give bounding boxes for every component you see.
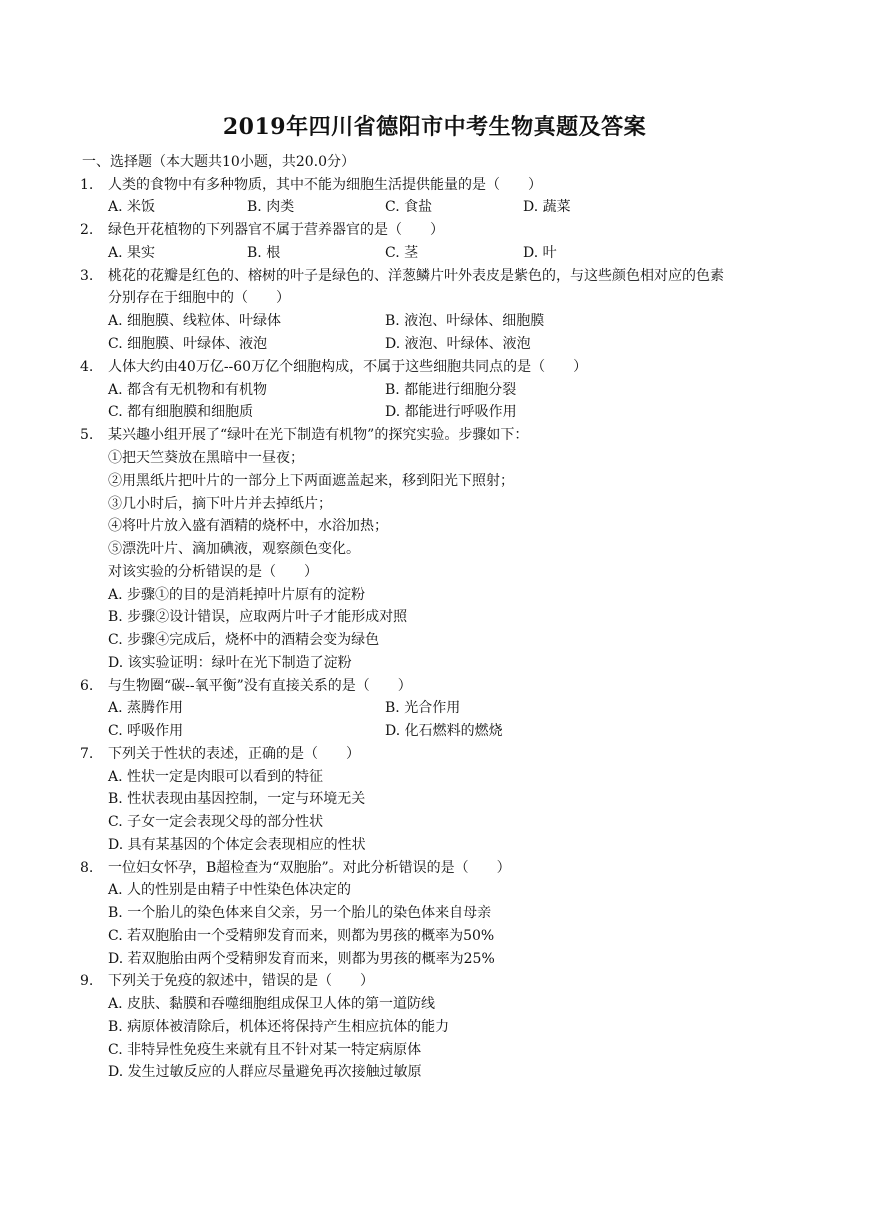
question-3-stem-line-2: 分别存在于细胞中的（ ） xyxy=(108,290,290,306)
question-6-option-c: C. 呼吸作用 xyxy=(108,723,184,739)
question-7-option-d: D. 具有某基因的个体定会表现相应的性状 xyxy=(108,837,366,853)
question-5-option-d: D. 该实验证明：绿叶在光下制造了淀粉 xyxy=(108,655,352,671)
question-8-option-a: A. 人的性别是由精子中性染色体决定的 xyxy=(108,882,352,898)
question-3-option-d: D. 液泡、叶绿体、液泡 xyxy=(385,336,531,352)
question-7-number: 7. xyxy=(80,746,94,762)
question-6-option-b: B. 光合作用 xyxy=(385,700,461,716)
question-6-stem: 与生物圈“碳--氧平衡”没有直接关系的是（ ） xyxy=(108,678,412,694)
question-2-stem: 绿色开花植物的下列器官不属于营养器官的是（ ） xyxy=(108,222,444,238)
question-4-option-d: D. 都能进行呼吸作用 xyxy=(385,404,517,420)
question-7-option-b: B. 性状表现由基因控制，一定与环境无关 xyxy=(108,791,366,807)
question-5-number: 5. xyxy=(80,427,94,443)
question-1-stem: 人类的食物中有多种物质，其中不能为细胞生活提供能量的是（ ） xyxy=(108,177,542,193)
question-8-stem: 一位妇女怀孕，B超检查为“双胞胎”。对此分析错误的是（ ） xyxy=(108,860,511,876)
question-9-option-a: A. 皮肤、黏膜和吞噬细胞组成保卫人体的第一道防线 xyxy=(108,996,436,1012)
question-7-option-c: C. 子女一定会表现父母的部分性状 xyxy=(108,814,324,830)
question-2-option-a: A. 果实 xyxy=(108,245,156,261)
question-3-option-b: B. 液泡、叶绿体、细胞膜 xyxy=(385,313,545,329)
question-4-stem: 人体大约由40万亿--60万亿个细胞构成，不属于这些细胞共同点的是（ ） xyxy=(108,359,588,375)
question-8-number: 8. xyxy=(80,860,94,876)
question-9-option-b: B. 病原体被清除后，机体还将保持产生相应抗体的能力 xyxy=(108,1019,450,1035)
page-title: 2019年四川省德阳市中考生物真题及答案 xyxy=(222,114,647,140)
question-4-option-c: C. 都有细胞膜和细胞质 xyxy=(108,404,254,420)
question-4-option-a: A. 都含有无机物和有机物 xyxy=(108,382,268,398)
question-8-option-b: B. 一个胎儿的染色体来自父亲，另一个胎儿的染色体来自母亲 xyxy=(108,905,492,921)
question-1-option-d: D. 蔬菜 xyxy=(523,199,571,215)
question-1-option-b: B. 肉类 xyxy=(247,199,295,215)
question-5-step-3: ③几小时后，摘下叶片并去掉纸片； xyxy=(108,496,332,512)
question-6-option-a: A. 蒸腾作用 xyxy=(108,700,184,716)
question-5-prompt: 对该实验的分析错误的是（ ） xyxy=(108,564,318,580)
question-3-stem-line-1: 桃花的花瓣是红色的、榕树的叶子是绿色的、洋葱鳞片叶外表皮是紫色的，与这些颜色相对应的色素 xyxy=(108,268,724,284)
question-3-option-a: A. 细胞膜、线粒体、叶绿体 xyxy=(108,313,282,329)
question-1-option-a: A. 米饭 xyxy=(108,199,156,215)
question-3-option-c: C. 细胞膜、叶绿体、液泡 xyxy=(108,336,268,352)
question-6-option-d: D. 化石燃料的燃烧 xyxy=(385,723,503,739)
question-7-stem: 下列关于性状的表述，正确的是（ ） xyxy=(108,746,360,762)
question-9-stem: 下列关于免疫的叙述中，错误的是（ ） xyxy=(108,973,374,989)
question-5-step-5: ⑤漂洗叶片、滴加碘液，观察颜色变化。 xyxy=(108,541,360,557)
question-6-number: 6. xyxy=(80,678,94,694)
question-5-option-c: C. 步骤④完成后，烧杯中的酒精会变为绿色 xyxy=(108,632,380,648)
question-4-option-b: B. 都能进行细胞分裂 xyxy=(385,382,517,398)
question-9-option-d: D. 发生过敏反应的人群应尽量避免再次接触过敏原 xyxy=(108,1064,422,1080)
question-5-step-1: ①把天竺葵放在黑暗中一昼夜； xyxy=(108,450,304,466)
question-3-number: 3. xyxy=(80,268,94,284)
question-5-step-4: ④将叶片放入盛有酒精的烧杯中，水浴加热； xyxy=(108,518,388,534)
question-1-option-c: C. 食盐 xyxy=(385,199,433,215)
question-8-option-d: D. 若双胞胎由两个受精卵发育而来，则都为男孩的概率为25% xyxy=(108,951,495,967)
question-9-number: 9. xyxy=(80,973,94,989)
question-4-number: 4. xyxy=(80,359,94,375)
question-9-option-c: C. 非特异性免疫生来就有且不针对某一特定病原体 xyxy=(108,1042,422,1058)
question-5-option-b: B. 步骤②设计错误，应取两片叶子才能形成对照 xyxy=(108,609,408,625)
question-5-option-a: A. 步骤①的目的是消耗掉叶片原有的淀粉 xyxy=(108,587,366,603)
section-heading: 一、选择题（本大题共10小题，共20.0分） xyxy=(82,154,355,170)
question-2-number: 2. xyxy=(80,222,94,238)
question-2-option-c: C. 茎 xyxy=(385,245,419,261)
question-2-option-d: D. 叶 xyxy=(523,245,557,261)
question-8-option-c: C. 若双胞胎由一个受精卵发育而来，则都为男孩的概率为50% xyxy=(108,928,495,944)
question-7-option-a: A. 性状一定是肉眼可以看到的特征 xyxy=(108,769,324,785)
question-2-option-b: B. 根 xyxy=(247,245,281,261)
question-1-number: 1. xyxy=(80,177,94,193)
question-5-stem-line-1: 某兴趣小组开展了“绿叶在光下制造有机物”的探究实验。步骤如下： xyxy=(108,427,529,443)
question-5-step-2: ②用黑纸片把叶片的一部分上下两面遮盖起来，移到阳光下照射； xyxy=(108,473,514,489)
